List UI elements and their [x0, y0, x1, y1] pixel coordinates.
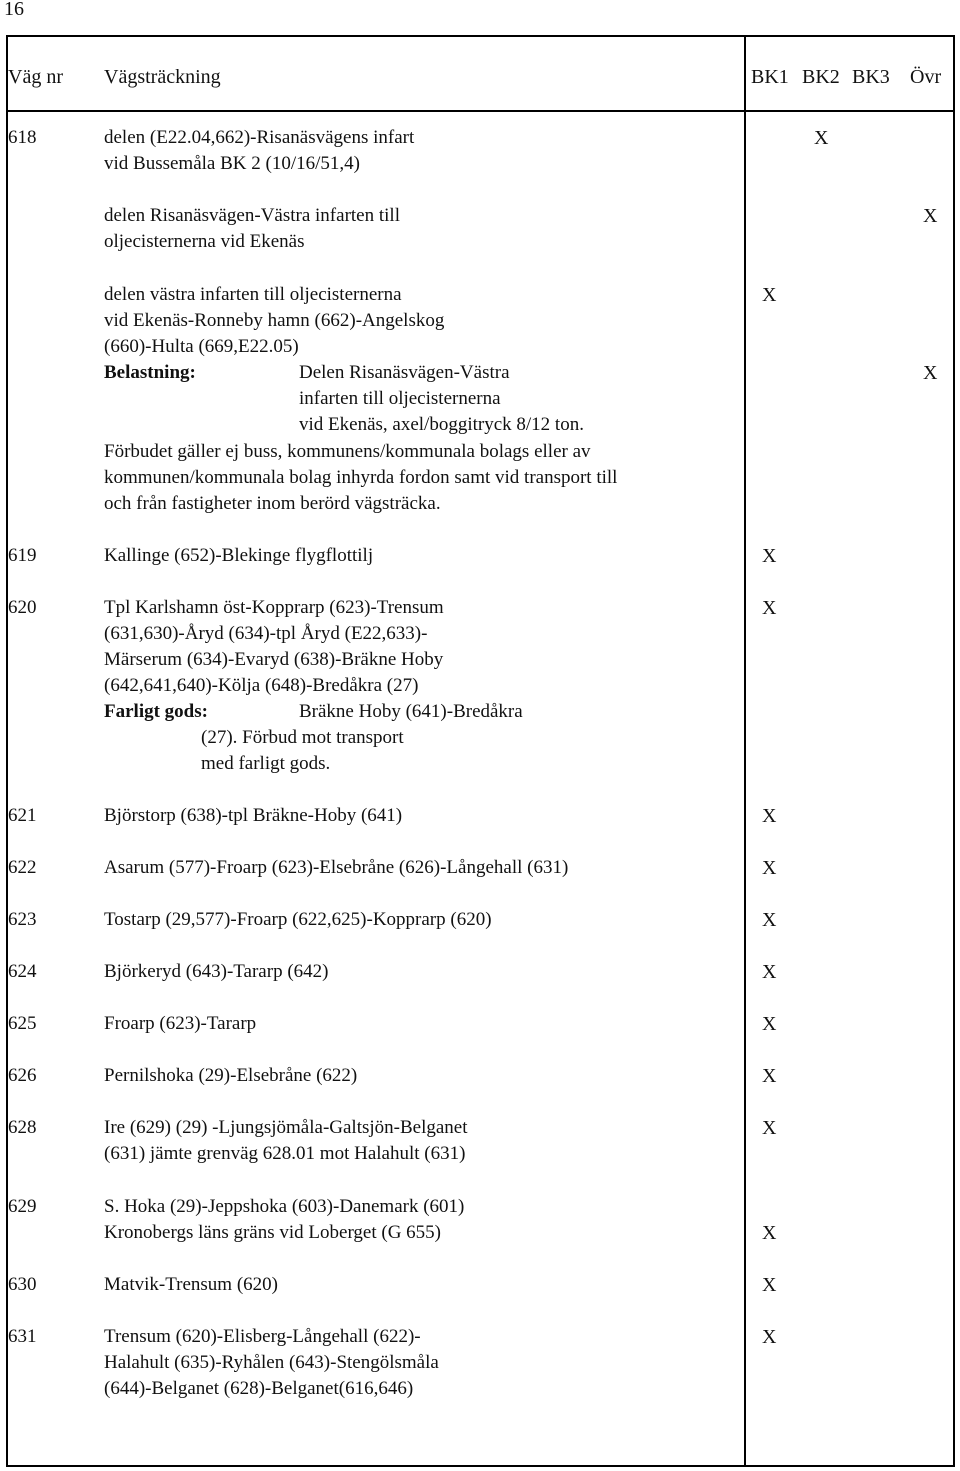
road-number: 622 [8, 857, 37, 878]
road-section-line: delen Risanäsvägen-Västra infarten till [104, 205, 400, 226]
road-section-line: vid Ekenäs-Ronneby hamn (662)-Angelskog [104, 310, 445, 331]
bk1-mark: X [762, 1013, 777, 1035]
header-vagstrackning: Vägsträckning [104, 66, 221, 88]
ovr-mark: X [923, 362, 938, 384]
road-number: 619 [8, 545, 37, 566]
note-line: kommunen/kommunala bolag inhyrda fordon samt vid transport till [104, 467, 618, 488]
road-section-line: S. Hoka (29)-Jeppshoka (603)-Danemark (601) [104, 1196, 465, 1217]
belastning-text-line: Delen Risanäsvägen-Västra [299, 362, 510, 383]
bk2-mark: X [814, 127, 829, 149]
road-section-line: Märserum (634)-Evaryd (638)-Bräkne Hoby [104, 649, 444, 670]
road-number: 628 [8, 1117, 37, 1138]
road-number: 626 [8, 1065, 37, 1086]
road-section-line: Björstorp (638)-tpl Bräkne-Hoby (641) [104, 805, 403, 826]
road-section-line: Asarum (577)-Froarp (623)-Elsebråne (626)-Långehall (631) [104, 857, 569, 878]
road-section-line: vid Bussemåla BK 2 (10/16/51,4) [104, 153, 360, 174]
bk1-mark: X [762, 1222, 777, 1244]
road-number: 630 [8, 1274, 37, 1295]
road-number: 620 [8, 597, 37, 618]
road-section-line: Björkeryd (643)-Tararp (642) [104, 961, 329, 982]
bk1-mark: X [762, 1326, 777, 1348]
road-section-line: Kallinge (652)-Blekinge flygflottilj [104, 545, 374, 566]
road-section-line: Halahult (635)-Ryhålen (643)-Stengölsmåla [104, 1352, 439, 1373]
road-number: 624 [8, 961, 37, 982]
bk1-mark: X [762, 961, 777, 983]
bk1-mark: X [762, 545, 777, 567]
road-section-line: Ire (629) (29) -Ljungsjömåla-Galtsjön-Belganet [104, 1117, 468, 1138]
note-line: Förbudet gäller ej buss, kommunens/kommunala bolags eller av [104, 441, 591, 462]
header-bk1: BK1 [751, 66, 789, 88]
road-section-line: delen (E22.04,662)-Risanäsvägens infart [104, 127, 415, 148]
road-section-line: oljecisternerna vid Ekenäs [104, 231, 305, 252]
road-section-line: (644)-Belganet (628)-Belganet(616,646) [104, 1378, 414, 1399]
road-section-line: delen västra infarten till oljecisternerna [104, 284, 402, 305]
farligt-gods-text-line: (27). Förbud mot transport [201, 727, 404, 748]
road-section-line: Kronobergs läns gräns vid Loberget (G 655) [104, 1222, 442, 1243]
belastning-text-line: vid Ekenäs, axel/boggitryck 8/12 ton. [299, 414, 584, 435]
road-number: 629 [8, 1196, 37, 1217]
road-section-line: (631,630)-Åryd (634)-tpl Åryd (E22,633)- [104, 623, 428, 644]
header-divider [6, 110, 955, 112]
belastning-text-line: infarten till oljecisternerna [299, 388, 501, 409]
road-section-line: (660)-Hulta (669,E22.05) [104, 336, 299, 357]
road-number: 631 [8, 1326, 37, 1347]
bk1-mark: X [762, 284, 777, 306]
road-section-line: Pernilshoka (29)-Elsebråne (622) [104, 1065, 358, 1086]
road-section-line: (631) jämte grenväg 628.01 mot Halahult (631) [104, 1143, 466, 1164]
bk1-mark: X [762, 1274, 777, 1296]
header-bk3: BK3 [852, 66, 890, 88]
bk1-mark: X [762, 857, 777, 879]
bk1-mark: X [762, 597, 777, 619]
column-divider [744, 35, 746, 1467]
road-number: 621 [8, 805, 37, 826]
bk1-mark: X [762, 909, 777, 931]
bk1-mark: X [762, 1117, 777, 1139]
road-number: 625 [8, 1013, 37, 1034]
road-number: 618 [8, 127, 37, 148]
road-section-line: (642,641,640)-Kölja (648)-Bredåkra (27) [104, 675, 419, 696]
farligt-gods-label: Farligt gods: [104, 701, 208, 722]
header-ovr: Övr [910, 66, 942, 88]
road-section-line: Froarp (623)-Tararp [104, 1013, 257, 1034]
note-line: och från fastigheter inom berörd vägsträcka. [104, 493, 441, 514]
farligt-gods-text-line: med farligt gods. [201, 753, 331, 774]
road-section-line: Matvik-Trensum (620) [104, 1274, 278, 1295]
road-number: 623 [8, 909, 37, 930]
header-bk2: BK2 [802, 66, 840, 88]
road-section-line: Trensum (620)-Elisberg-Långehall (622)- [104, 1326, 421, 1347]
header-vag-nr: Väg nr [8, 66, 63, 88]
bk1-mark: X [762, 1065, 777, 1087]
road-section-line: Tostarp (29,577)-Froarp (622,625)-Kopprarp (620) [104, 909, 492, 930]
ovr-mark: X [923, 205, 938, 227]
page-number: 16 [4, 0, 24, 20]
farligt-gods-text-line: Bräkne Hoby (641)-Bredåkra [299, 701, 523, 722]
bk1-mark: X [762, 805, 777, 827]
road-section-line: Tpl Karlshamn öst-Kopprarp (623)-Trensum [104, 597, 444, 618]
belastning-label: Belastning: [104, 362, 196, 383]
